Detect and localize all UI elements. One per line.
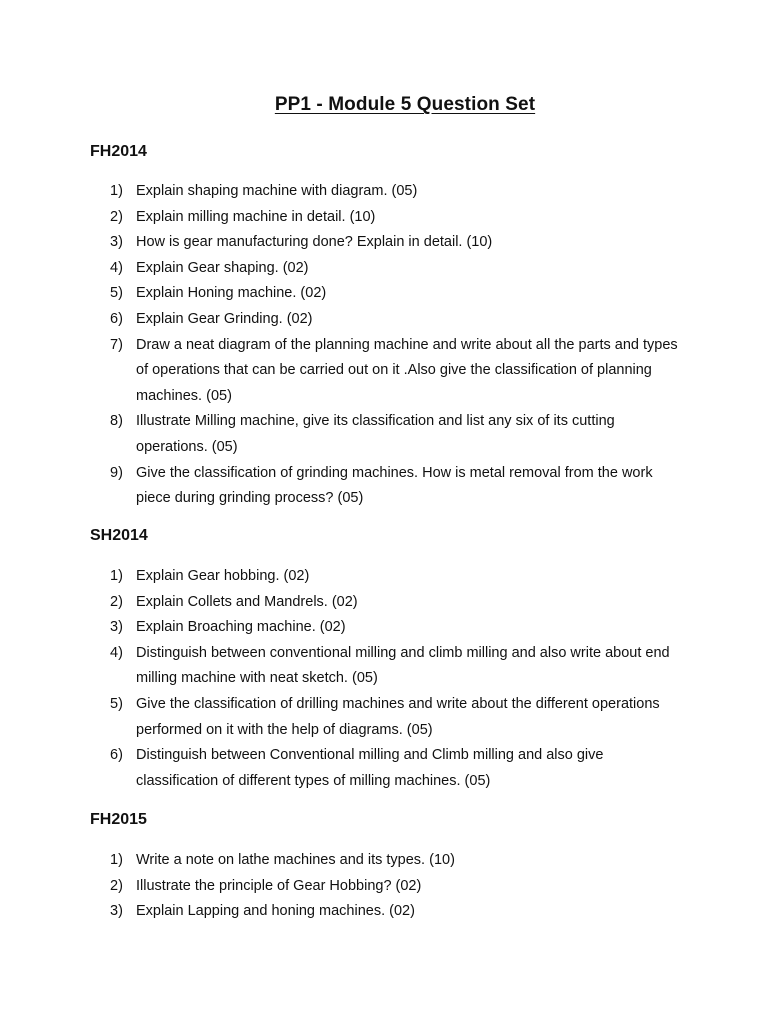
question-number: 5)	[110, 285, 123, 302]
question-number: 1)	[110, 852, 123, 868]
list-item	[0, 899, 768, 925]
list-item	[0, 179, 768, 205]
question-text: How is gear manufacturing done? Explain in detail. (10)	[136, 234, 493, 251]
question-list-sh2014	[0, 564, 768, 794]
question-text: Illustrate the principle of Gear Hobbing? (02)	[136, 877, 422, 894]
question-number: 4)	[110, 259, 123, 276]
question-text: Explain Gear hobbing. (02)	[136, 568, 310, 584]
question-number: 9)	[110, 464, 123, 481]
question-text: Distinguish between Conventional milling and Climb milling and also give classification of different types of milling machines. (05)	[136, 747, 604, 789]
list-item	[0, 461, 768, 512]
list-item	[0, 307, 768, 333]
list-item	[0, 281, 768, 307]
section-heading-sh2014: SH2014	[90, 527, 148, 544]
question-text: Distinguish between conventional milling and climb milling and also write about end milling machine with neat sketch. (05)	[136, 644, 670, 687]
question-text: Explain Gear shaping. (02)	[136, 259, 309, 276]
question-text: Explain Collets and Mandrels. (02)	[136, 593, 358, 610]
question-text: Give the classification of grinding machines. How is metal removal from the work piece during grinding process? (05)	[136, 464, 653, 507]
question-number: 2)	[110, 877, 123, 894]
list-item	[0, 641, 768, 692]
list-item	[0, 333, 768, 410]
question-number: 8)	[110, 413, 123, 430]
page-title: PP1 - Module 5 Question Set	[274, 94, 536, 115]
question-number: 4)	[110, 644, 123, 661]
list-item	[0, 564, 768, 590]
section-heading-fh2015: FH2015	[90, 811, 147, 828]
question-list-fh2014	[0, 179, 768, 512]
question-number: 7)	[110, 336, 123, 353]
question-text: Explain shaping machine with diagram. (05)	[136, 183, 418, 199]
question-number: 6)	[110, 747, 123, 764]
question-text: Explain Lapping and honing machines. (02)	[136, 903, 415, 920]
list-item	[0, 590, 768, 616]
question-number: 6)	[110, 310, 123, 327]
list-item	[0, 615, 768, 641]
list-item	[0, 874, 768, 900]
list-item	[0, 692, 768, 743]
list-item	[0, 743, 768, 794]
question-number: 1)	[110, 183, 123, 199]
question-text: Explain Broaching machine. (02)	[136, 619, 346, 636]
question-number: 1)	[110, 568, 123, 584]
section-heading-fh2014: FH2014	[90, 143, 147, 160]
question-text: Explain milling machine in detail. (10)	[136, 208, 376, 225]
list-item	[0, 848, 768, 874]
question-number: 3)	[110, 903, 123, 920]
list-item	[0, 256, 768, 282]
list-item	[0, 205, 768, 231]
question-number: 2)	[110, 208, 123, 225]
question-text: Draw a neat diagram of the planning machine and write about all the parts and types of operations that can be carried out on it .Also give the classification of planning machines. (05)	[136, 336, 678, 404]
question-list-fh2015	[0, 848, 768, 925]
question-number: 2)	[110, 593, 123, 610]
question-text: Write a note on lathe machines and its types. (10)	[136, 852, 455, 868]
list-item	[0, 230, 768, 256]
list-item	[0, 409, 768, 460]
question-text: Give the classification of drilling machines and write about the different operations performed on it with the help of diagrams. (05)	[136, 695, 660, 738]
question-number: 3)	[110, 234, 123, 251]
question-text: Explain Honing machine. (02)	[136, 285, 327, 302]
question-number: 3)	[110, 619, 123, 636]
question-text: Explain Gear Grinding. (02)	[136, 310, 313, 327]
question-text: Illustrate Milling machine, give its classification and list any six of its cutting operations. (05)	[136, 413, 615, 455]
question-number: 5)	[110, 695, 123, 712]
